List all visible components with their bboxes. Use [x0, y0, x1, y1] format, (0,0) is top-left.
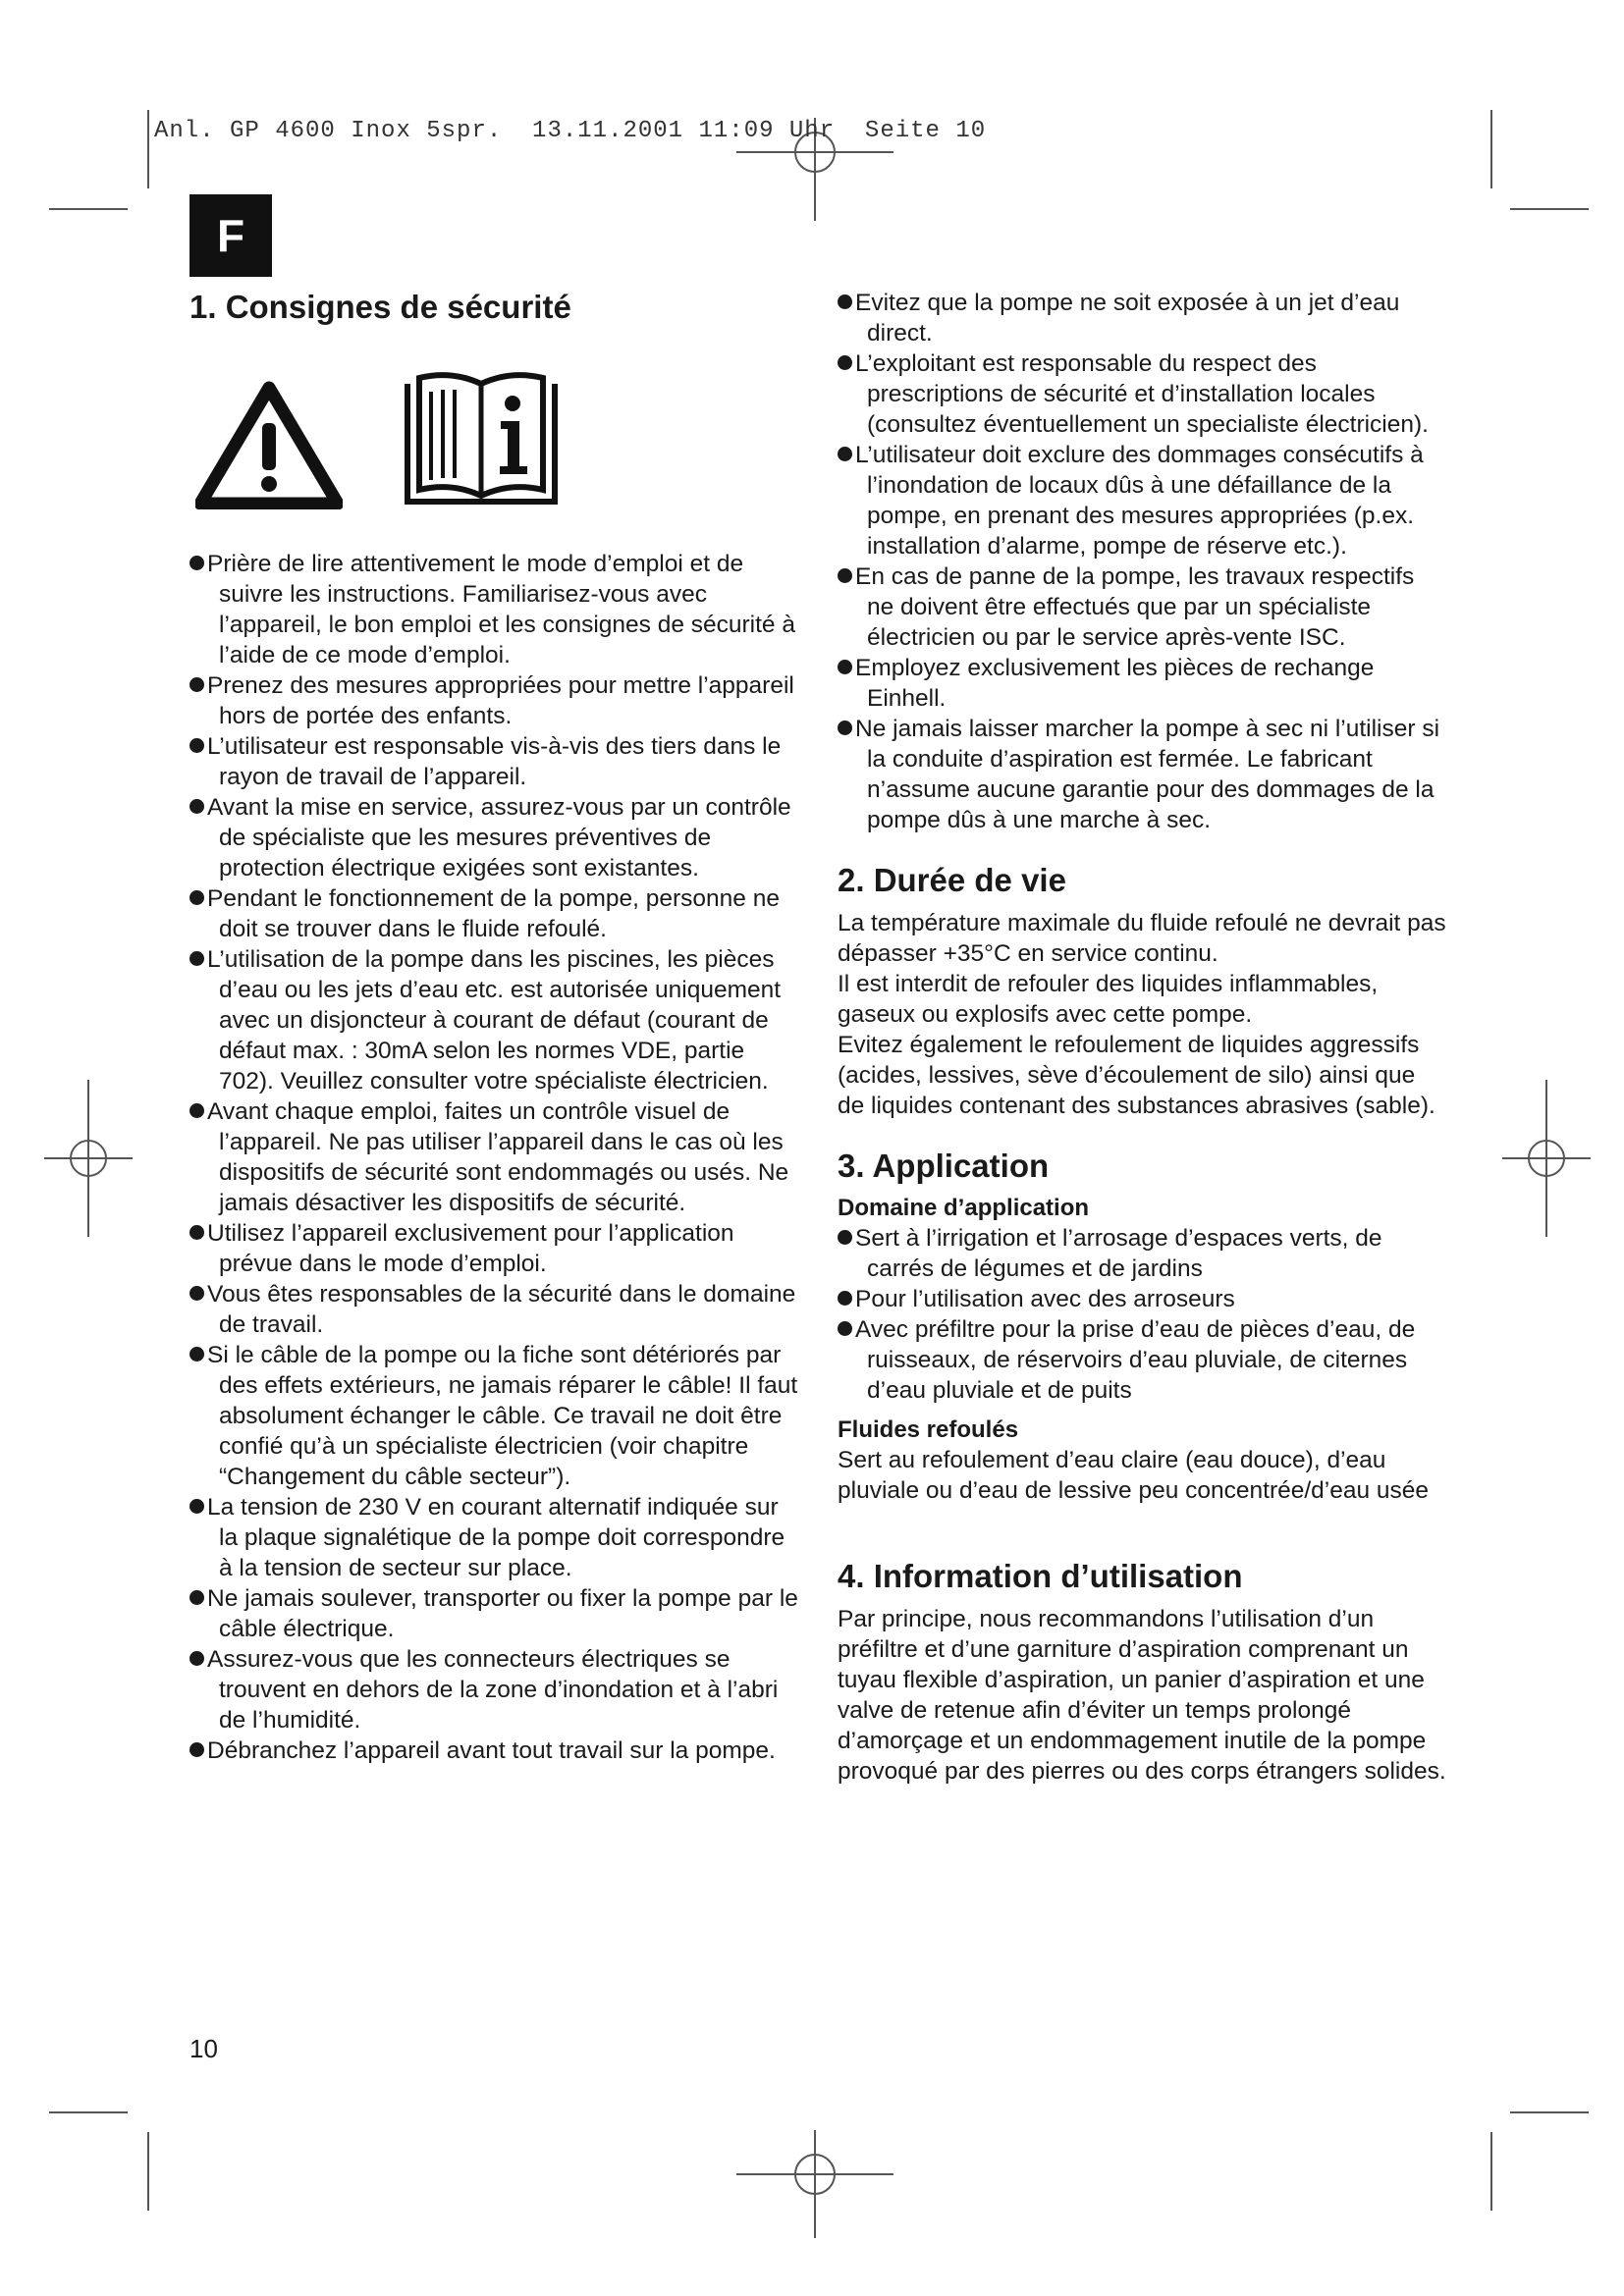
list-item: Si le câble de la pompe ou la fiche sont détériorés par des effets extérieurs, ne jamais réparer le câble! Il faut absolument échanger le câble. Ce travail ne doit être confié qu’à un spécialiste électricien (voir chapitre “Changement du câble secteur”). — [189, 1340, 802, 1492]
subsection-title: Fluides refoulés — [838, 1416, 1019, 1443]
list-item: Assurez-vous que les connecteurs électriques se trouvent en dehors de la zone d’inondation et à l’abri de l’humidité. — [189, 1644, 802, 1735]
crop-mark — [1490, 2132, 1492, 2211]
crop-mark — [49, 208, 128, 210]
read-manual-icon — [398, 364, 565, 509]
list-item: Avant la mise en service, assurez-vous par un contrôle de spécialiste que les mesures préventives de protection électrique exigées sont existantes. — [189, 792, 802, 883]
print-slug: Anl. GP 4600 Inox 5spr. 13.11.2001 11:09 Uhr Seite 10 — [154, 118, 987, 144]
section-title: 3. Application — [838, 1148, 1050, 1184]
safety-list — [189, 549, 802, 1766]
list-item: Ne jamais soulever, transporter ou fixer la pompe par le câble électrique. — [189, 1583, 802, 1644]
paragraph: Par principe, nous recommandons l’utilisation d’un préfiltre et d’une garniture d’aspiration comprenant un tuyau flexible d’aspiration, un panier d’aspiration et une valve de retenue afin d’éviter un temps prolongé d’amorçage et un endommagement inutile de la pompe provoqué par des pierres ou des corps étrangers solides. — [838, 1606, 1446, 1785]
warning-triangle-icon — [195, 380, 343, 509]
application-list — [838, 1223, 1446, 1406]
registration-mark-icon — [44, 1080, 133, 1237]
list-item: Prière de lire attentivement le mode d’emploi et de suivre les instructions. Familiarisez-vous avec l’appareil, le bon emploi et les consignes de sécurité à l’aide de ce mode d’emploi. — [189, 549, 802, 670]
list-item: Débranchez l’appareil avant tout travail sur la pompe. — [189, 1735, 802, 1766]
page-number: 10 — [189, 2034, 218, 2063]
crop-mark — [147, 2132, 149, 2211]
list-item: Pendant le fonctionnement de la pompe, personne ne doit se trouver dans le fluide refoulé. — [189, 883, 802, 944]
section-title: 1. Consignes de sécurité — [189, 289, 571, 325]
list-item: Pour l’utilisation avec des arroseurs — [838, 1284, 1446, 1314]
list-item: Ne jamais laisser marcher la pompe à sec ni l’utiliser si la conduite d’aspiration est fermée. Le fabricant n’assume aucune garantie pour des dommages de la pompe dûs à une marche à sec. — [838, 714, 1446, 835]
crop-mark — [1510, 208, 1589, 210]
right-column — [838, 288, 1446, 1787]
list-item: L’utilisateur doit exclure des dommages consécutifs à l’inondation de locaux dûs à une défaillance de la pompe, en prenant des mesures appropriées (p.ex. installation d’alarme, pompe de réserve etc.). — [838, 440, 1446, 561]
list-item: Evitez que la pompe ne soit exposée à un jet d’eau direct. — [838, 288, 1446, 348]
safety-list-continued — [838, 288, 1446, 835]
list-item: Utilisez l’appareil exclusivement pour l’application prévue dans le mode d’emploi. — [189, 1218, 802, 1279]
section-title: 4. Information d’utilisation — [838, 1558, 1243, 1594]
subsection-title: Domaine d’application — [838, 1195, 1090, 1221]
registration-mark-icon — [1502, 1080, 1591, 1237]
list-item: L’utilisateur est responsable vis-à-vis des tiers dans le rayon de travail de l’appareil. — [189, 731, 802, 792]
list-item: Vous êtes responsables de la sécurité dans le domaine de travail. — [189, 1279, 802, 1340]
list-item: L’utilisation de la pompe dans les piscines, les pièces d’eau ou les jets d’eau etc. est autorisée uniquement avec un disjoncteur à courant de défaut (courant de défaut max. : 30mA selon les normes VDE, partie 702). Veuillez consulter votre spécialiste électricien. — [189, 944, 802, 1096]
section-title: 2. Durée de vie — [838, 862, 1066, 898]
crop-mark — [1510, 2111, 1589, 2113]
crop-mark — [49, 2111, 128, 2113]
language-marker: F — [189, 194, 272, 277]
list-item: En cas de panne de la pompe, les travaux respectifs ne doivent être effectués que par un spécialiste électricien ou par le service après-vente ISC. — [838, 561, 1446, 653]
list-item: Avant chaque emploi, faites un contrôle visuel de l’appareil. Ne pas utiliser l’appareil dans le cas où les dispositifs de sécurité sont endommagés ou usés. Ne jamais désactiver les dispositifs de sécurité. — [189, 1096, 802, 1218]
registration-mark-icon — [736, 2130, 893, 2238]
list-item: L’exploitant est responsable du respect des prescriptions de sécurité et d’installation locales (consultez éventuellement un specialiste électricien). — [838, 348, 1446, 440]
paragraph: Sert au refoulement d’eau claire (eau douce), d’eau pluviale ou d’eau de lessive peu concentrée/d’eau usée — [838, 1447, 1430, 1504]
list-item: Sert à l’irrigation et l’arrosage d’espaces verts, de carrés de légumes et de jardins — [838, 1223, 1446, 1284]
list-item: La tension de 230 V en courant alternatif indiquée sur la plaque signalétique de la pompe doit correspondre à la tension de secteur sur place. — [189, 1492, 802, 1583]
left-column — [189, 288, 802, 1766]
safety-icons — [195, 362, 802, 509]
list-item: Employez exclusivement les pièces de rechange Einhell. — [838, 653, 1446, 714]
list-item: Prenez des mesures appropriées pour mettre l’appareil hors de portée des enfants. — [189, 670, 802, 731]
list-item: Avec préfiltre pour la prise d’eau de pièces d’eau, de ruisseaux, de réservoirs d’eau pluviale, de citernes d’eau pluviale et de puits — [838, 1314, 1446, 1406]
crop-mark — [147, 110, 149, 188]
crop-mark — [1490, 110, 1492, 188]
paragraph: La température maximale du fluide refoulé ne devrait pas dépasser +35°C en service continu. Il est interdit de refouler des liquides inflammables, gaseux ou explosifs avec cette pompe. Evitez également le refoulement de liquides aggressifs (acides, lessives, sève d’écoulement de silo) ainsi que de liquides contenant des substances abrasives (sable). — [838, 910, 1446, 1119]
